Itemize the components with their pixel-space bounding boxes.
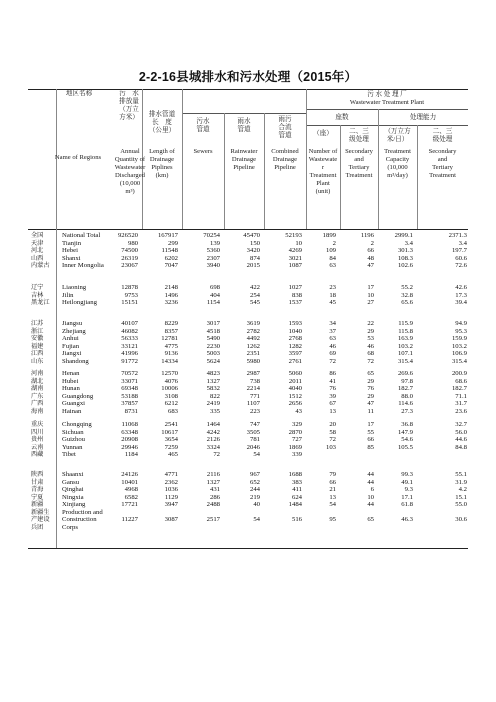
region-names-zh: 河南 湖北 湖南 广东 广西 海南 — [31, 370, 44, 415]
region-names-en: Chongqing Sichuan Guizhou Yunnan Tibet — [62, 421, 92, 459]
length-values: 8229 8357 12781 4775 9136 14334 — [161, 320, 178, 365]
rain-values: 2987 738 2214 771 1107 223 — [246, 370, 260, 415]
header-sewage-zh: 污 水 排放量 （万立 方米） — [119, 90, 139, 121]
region-names-zh: 辽宁 吉林 黑龙江 — [31, 284, 50, 307]
header-region-zh: 地区名称 — [65, 90, 93, 97]
header-length-en: Length of Drainage Piplines (km) — [149, 148, 175, 179]
sewers-values: 4823 1327 5832 822 2419 335 — [206, 370, 220, 415]
header-sewers-en: Sewers — [193, 148, 213, 155]
region-names-zh: 重庆 四川 贵州 云南 西藏 — [31, 421, 44, 459]
combined-values: 1027 838 1537 — [288, 284, 302, 307]
sewage-values: 926520 980 74500 26319 23067 — [117, 232, 138, 270]
length-values: 167917 299 11548 6202 7047 — [157, 232, 178, 270]
header-rain-en: Rainwater Drainage Pipeline — [230, 148, 258, 171]
rain-values: 747 3505 781 2046 54 — [246, 421, 260, 459]
plant-count-values: 23 18 45 — [329, 284, 336, 307]
header-bottom-rule — [28, 229, 468, 230]
region-names-en: Henan Hubei Hunan Guangdong Guangxi Hainan — [62, 370, 94, 415]
sewage-values: 70572 33071 69348 53188 37857 8731 — [121, 370, 138, 415]
secondary-count-values: 44 44 6 10 44 65 — [367, 471, 374, 524]
region-names-en: Liaoning Jilin Heilongjiang — [62, 284, 97, 307]
plant-count-values: 20 58 72 103 — [325, 421, 336, 451]
sewage-values: 11068 63348 20908 29946 1184 — [121, 421, 138, 459]
plant-count-values: 1899 2 109 84 63 — [322, 232, 336, 270]
plant-count-values: 79 66 21 13 54 95 — [329, 471, 336, 524]
header-length-zh: 排水管道 长 度 （公里） — [148, 111, 176, 134]
header-cap-secondary-en: Secondary and Tertiary Treatment — [428, 148, 457, 179]
secondary-capacity-values: 42.6 17.3 39.4 — [455, 284, 467, 307]
secondary-count-values: 65 29 76 29 47 11 — [367, 370, 374, 415]
sewage-values: 12878 9753 15151 — [121, 284, 138, 307]
bottom-rule — [28, 548, 468, 549]
header-region-en: Name of Regions — [54, 154, 102, 161]
count-subrule — [306, 125, 468, 126]
sewage-values: 24126 10401 4968 6582 17721 11227 — [121, 471, 138, 524]
secondary-capacity-values: 32.7 56.0 44.6 84.8 — [455, 421, 467, 451]
sewers-values: 1464 4242 2126 3324 72 — [206, 421, 220, 459]
region-names-zh: 陕西 甘肃 青海 宁夏 新疆 新疆生 产建设 兵团 — [31, 471, 50, 531]
header-sewage-en: Annual Quantity of Wastewater Discharged (10,000 m³) — [114, 148, 146, 195]
sewers-values: 3017 4518 5490 2230 5003 5624 — [206, 320, 220, 365]
header-combined-en: Combined Drainage Pipeline — [271, 148, 299, 171]
length-values: 4771 2362 1036 1129 3947 3087 — [164, 471, 178, 524]
header-capacity-zh: 处理能力 — [409, 114, 437, 121]
length-values: 12570 4076 10006 3108 6212 683 — [161, 370, 178, 415]
header-sewers-zh: 污水 管道 — [196, 118, 210, 133]
header-cap-secondary-zh: 二、三 级处理 — [432, 128, 453, 143]
header-count-en: Number of Wastewate r Treatment Plant (unit) — [308, 148, 338, 195]
sewers-values: 2116 1327 431 286 2488 2517 — [206, 471, 220, 524]
length-values: 2541 10617 3654 7259 465 — [161, 421, 178, 459]
header-secondary-en: Secondary and Tertiary Treatment — [345, 148, 373, 179]
sewers-values: 70254 139 5360 2307 3940 — [203, 232, 220, 270]
region-names-en: National Total Tianjin Hebei Shanxi Inner Mongolia — [62, 232, 104, 270]
region-names-en: Jiangsu Zhejiang Anhui Fujian Jiangxi Shandong — [62, 320, 89, 365]
combined-values: 1593 1040 2768 1282 3597 2761 — [288, 320, 302, 365]
secondary-count-values: 17 10 27 — [367, 284, 374, 307]
secondary-count-values: 1196 2 66 48 47 — [360, 232, 374, 270]
combined-values: 52193 10 4269 3021 1087 — [285, 232, 302, 270]
combined-values: 329 2870 727 1869 339 — [288, 421, 302, 459]
region-names-zh: 江苏 浙江 安徽 福建 江西 山东 — [31, 320, 44, 365]
sewage-values: 40107 46082 56333 33121 41996 91772 — [121, 320, 138, 365]
secondary-count-values: 22 29 53 46 68 72 — [367, 320, 374, 365]
secondary-capacity-values: 200.9 68.6 182.7 71.1 31.7 23.6 — [451, 370, 467, 415]
header-cap-unit: （万立方 米/日） — [384, 128, 411, 143]
page-title: 2-2-16县城排水和污水处理（2015年） — [138, 70, 358, 84]
sewers-values: 698 404 1154 — [206, 284, 220, 307]
plant-count-values: 34 37 63 46 69 72 — [329, 320, 336, 365]
header-count-zh: 座数 — [335, 114, 349, 121]
header-rain-zh: 雨水 管道 — [237, 118, 251, 133]
secondary-capacity-values: 94.9 95.3 159.9 103.2 106.9 315.4 — [451, 320, 467, 365]
capacity-values: 269.6 97.8 182.7 88.0 114.6 27.3 — [397, 370, 413, 415]
capacity-values: 55.2 32.8 65.6 — [401, 284, 413, 307]
header-combined-zh: 雨污 合流 管道 — [278, 116, 292, 139]
col-divider — [182, 89, 183, 229]
capacity-values: 99.3 49.1 9.3 17.1 61.8 46.3 — [401, 471, 413, 524]
rain-values: 967 652 244 219 40 54 — [249, 471, 260, 524]
header-count-unit: （座） — [313, 130, 333, 137]
secondary-count-values: 17 55 66 85 — [367, 421, 374, 451]
combined-values: 1688 383 411 624 1484 516 — [288, 471, 302, 524]
header-plant-en: Wastewater Treatment Plant — [349, 99, 425, 106]
capacity-values: 2999.1 3.4 301.3 108.3 102.6 — [394, 232, 413, 270]
rain-values: 3619 2782 4492 1262 2351 5980 — [246, 320, 260, 365]
header-cap-en: Treatment Capacity (10,000 m³/day) — [384, 148, 411, 179]
region-names-en: Shaanxi Gansu Qinghai Ningxia Xinjiang Production and Construction Corps — [62, 471, 103, 531]
secondary-capacity-values: 55.1 31.9 4.2 15.1 55.0 30.6 — [455, 471, 467, 524]
region-names-zh: 全国 天津 河北 山西 内蒙古 — [31, 232, 50, 270]
capacity-values: 36.8 147.9 54.6 105.5 — [397, 421, 413, 451]
capacity-values: 115.9 115.8 163.9 103.2 107.1 315.4 — [397, 320, 413, 365]
rain-values: 45470 150 3420 874 2015 — [243, 232, 260, 270]
drain-subrule — [182, 113, 306, 114]
plant-count-values: 86 41 76 39 67 13 — [329, 370, 336, 415]
header-plant-zh: 污 水 处 理 厂 — [367, 91, 407, 98]
header-secondary-zh: 二、三 级处理 — [349, 128, 369, 143]
combined-values: 5060 2011 4040 1512 2656 43 — [288, 370, 302, 415]
plant-subrule — [306, 109, 468, 110]
length-values: 2148 1496 3236 — [164, 284, 178, 307]
rain-values: 422 254 545 — [249, 284, 260, 307]
secondary-capacity-values: 2371.3 3.4 197.7 60.6 72.6 — [448, 232, 467, 270]
